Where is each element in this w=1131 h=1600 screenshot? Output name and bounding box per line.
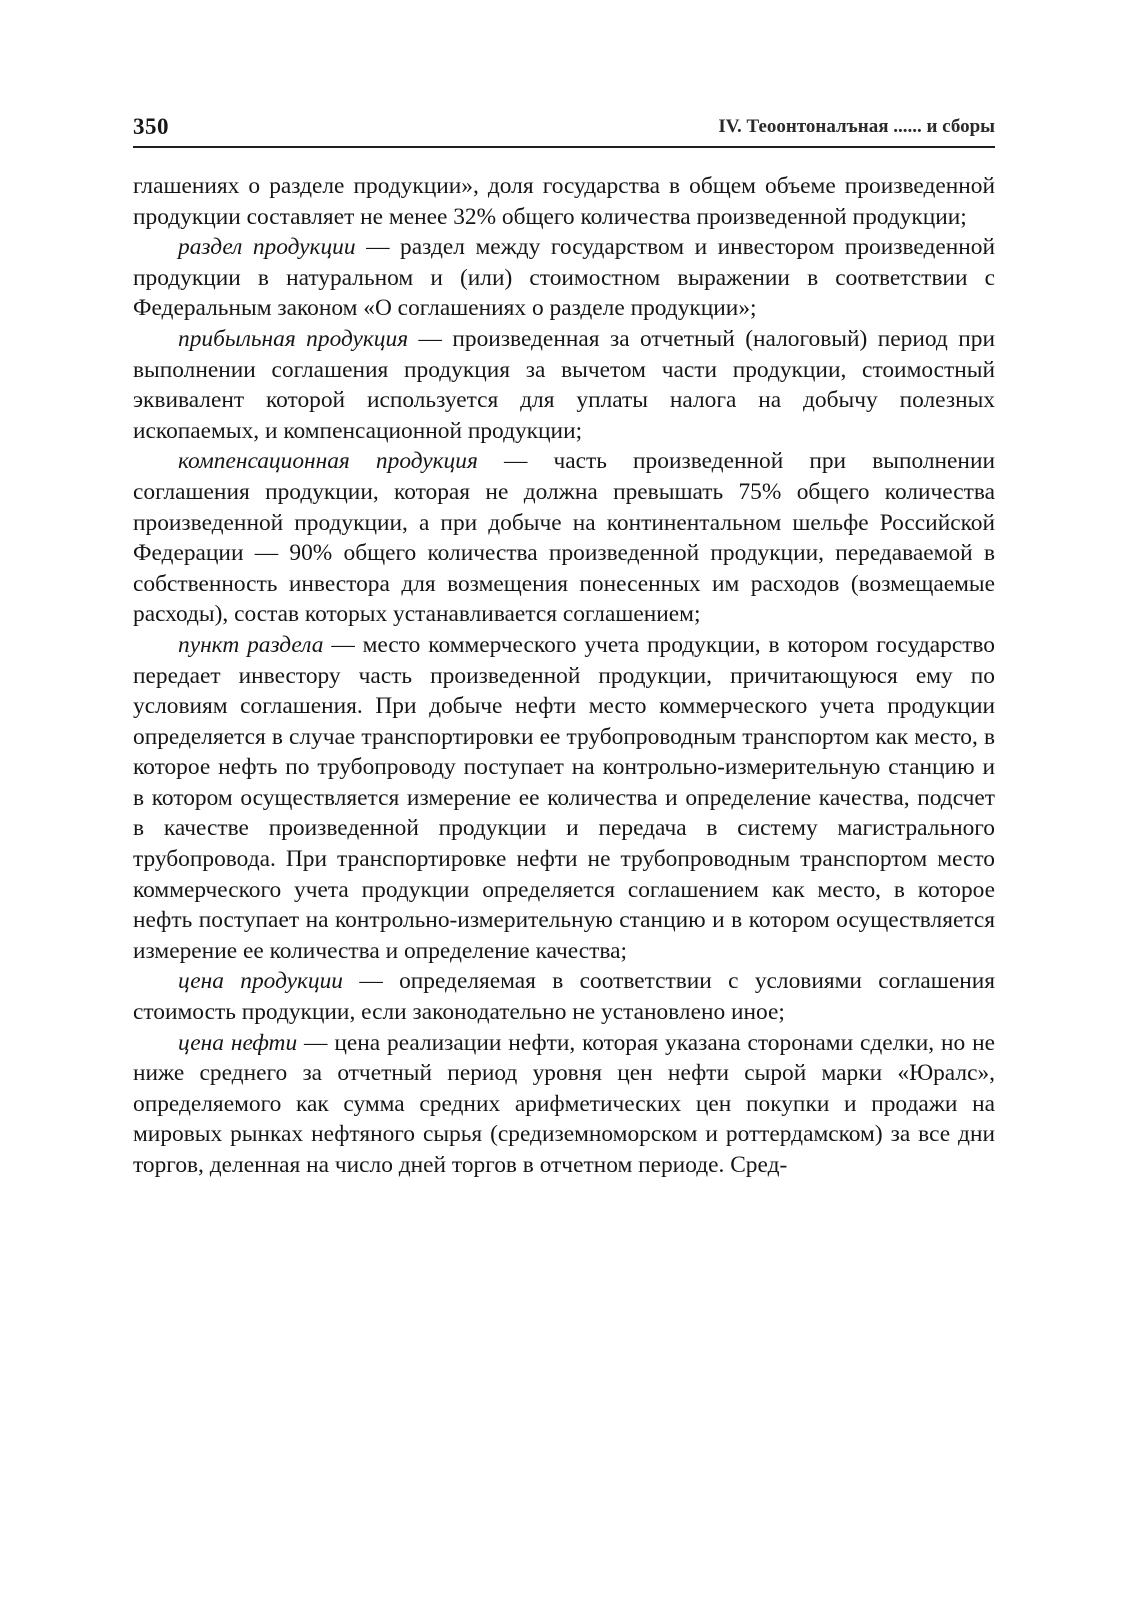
definition-paragraph [133,324,995,446]
definition-text: — часть произведенной при выполнении соглашения продукции, которая не должна превышать 75% общего количества произведенной продукции, а при добыче на континентальном шельфе Российской Федерации — 90% общего количества произведенной продукции, передаваемой в собственность инвестора для возмещения понесенных им расходов (возмещаемые расходы), состав которых устанавливается соглашением; [133,448,995,628]
defined-term: прибыльная продукция [178,325,409,352]
page-number: 350 [133,114,169,139]
definition-text: — произведенная за отчетный (налоговый) период при выполнении соглашения продукция за вычетом части продукции, стоимостный эквивалент которой используется для уплаты налога на добычу полезных ископаемых, и компенсационной продукции; [133,325,995,444]
defined-term: компенсационная продукция [178,448,478,475]
section-title: IV. Теоонтоналъная ...... и сборы [718,116,995,137]
definition-paragraph [133,966,995,1027]
definition-paragraph [133,630,995,967]
definition-text: — определяемая в соответствии с условиями соглашения стоимость продукции, если законодательно не установлено иное; [133,968,995,1026]
running-header [133,112,995,148]
defined-term: раздел продукции [178,234,356,261]
definition-text: — цена реализации нефти, которая указана сторонами сделки, но не ниже среднего за отчетный период уровня цен нефти сырой марки «Юралс», определяемого как сумма средних арифметических цен покупки и продажи на мировых рынках нефтяного сырья (средиземноморском и роттердамском) за все дни торгов, деленная на число дней торгов в отчетном периоде. Сред- [133,1029,995,1178]
defined-term: пункт раздела [178,631,324,658]
definition-paragraph [133,446,995,630]
paragraph-text: глашениях о разделе продукции», доля государства в общем объеме произведенной продукции составляет не менее 32% общего количества произведенной продукции; [133,173,995,230]
paragraph-continuation [133,171,995,232]
defined-term: цена продукции [178,968,344,995]
definition-paragraph [133,232,995,324]
definition-paragraph [133,1028,995,1181]
text-body [133,171,995,1181]
definition-text: — раздел между государством и инвестором произведенной продукции в натуральном и (или) стоимостном выражении в соответствии с Федеральным законом «О соглашениях о разделе продукции»; [133,234,995,322]
defined-term: цена нефти [178,1029,298,1056]
definition-text: — место коммерческого учета продукции, в котором государство передает инвестору часть произведенной продукции, причитающуюся ему по условиям соглашения. При добыче нефти место коммерческого учета продукции определяется в случае транспортировки ее трубопроводным транспортом как место, в которое нефть по трубопроводу поступает на контрольно-измерительную станцию и в котором осуществляется измерение ее количества и определение качества, подсчет в качестве произведенной продукции и передача в систему магистрального трубопровода. При транспортировке нефти не трубопроводным транспортом место коммерческого учета продукции определяется соглашением как место, в которое нефть поступает на контрольно-измерительную станцию и в котором осуществляется измерение ее количества и определение качества; [133,631,995,964]
